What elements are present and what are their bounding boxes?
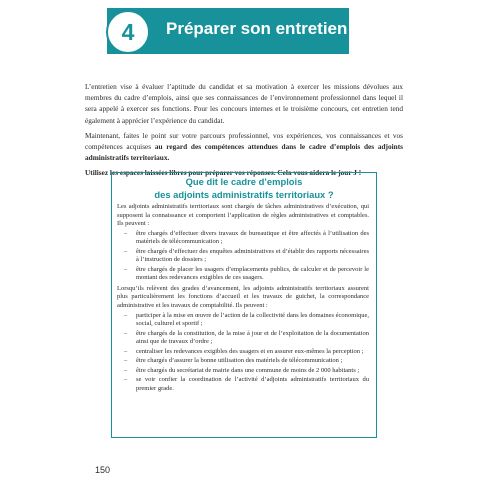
duties-list-2: [117, 312, 369, 394]
dash-bullet-icon: –: [124, 229, 128, 237]
intro-section: [85, 81, 403, 183]
dash-bullet-icon: –: [124, 247, 128, 255]
list-item: – centraliser les redevances exigibles des usagers et en assurer eux-mêmes la perception ;: [124, 347, 364, 355]
list-item: – être chargés d’effectuer des enquêtes administratives et d’établir des rapports nécessaires à l’instruction de dossiers ;: [124, 247, 369, 264]
dash-bullet-icon: –: [124, 311, 128, 319]
info-box-title: [111, 176, 377, 201]
list-item: – être chargés de placer les usagers d’emplacements publics, de calculer et de percevoir le montant des redevances exigibles de ces usagers.: [124, 265, 369, 282]
dash-bullet-icon: –: [124, 357, 128, 365]
list-item: – participer à la mise en œuvre de l’action de la collectivité dans les domaines économique, social, culturel et sportif ;: [124, 311, 370, 328]
dash-bullet-icon: –: [124, 265, 128, 273]
chapter-title: Préparer son entretien: [166, 19, 348, 38]
box-paragraph: Les adjoints administratifs territoriaux sont chargés de tâches administratives d’exécution, qui supposent la connaissance et comportent l’application de règles administratives et comptables. Ils peuvent :: [117, 203, 369, 228]
info-box-body: [117, 203, 369, 395]
list-item: – être chargés du secrétariat de mairie dans une commune de moins de 2 000 habitants ;: [124, 366, 360, 374]
intro-bold-text: au regard des compétences attendues dans le cadre d’emplois des adjoints administratifs territoriaux.: [85, 142, 403, 163]
list-item: – être chargés de la constitution, de la mise à jour et de l’exploitation de la documentation ainsi que de travaux d’ordre ;: [124, 329, 369, 346]
list-item: – se voir confier la coordination de l’activité d’adjoints administratifs territoriaux du premier grade.: [124, 376, 369, 392]
intro-text: Maintenant, faites le point sur votre parcours professionnel, vos expériences, vos connaissances et vos compétences acquises: [85, 130, 403, 152]
list-item: – être chargés d’effectuer divers travaux de bureautique et être affectés à l’utilisation des matériels de télécommunication ;: [124, 229, 369, 246]
page-number: 150: [95, 465, 111, 475]
info-box-title-line: des adjoints administratifs territoriaux ?: [154, 188, 334, 200]
dash-bullet-icon: –: [124, 376, 128, 384]
intro-paragraph: [85, 130, 403, 164]
dash-bullet-icon: –: [124, 329, 128, 337]
info-box-title-line: Que dit le cadre d’emplois: [185, 176, 303, 187]
intro-paragraph: L’entretien vise à évaluer l’aptitude du candidat et sa motivation à exercer les missions dévolues aux membres du cadre d’emplois, ainsi que ses connaissances de l’environnement professionnel dans lequel il sera appelé à exercer ses fonctions. Pour les concours internes et le troisième concours, cet entretien tend également à apprécier l’expérience du candidat.: [85, 82, 403, 125]
dash-bullet-icon: –: [124, 347, 128, 355]
list-item: – être chargés d’assurer la bonne utilisation des matériels de télécommunication ;: [124, 357, 343, 365]
duties-list-1: [117, 230, 369, 283]
intro-instruction: Utilisez les espaces laissées libres pour préparer vos réponses. Cela vous aidera le jour J !: [85, 168, 362, 178]
box-paragraph: Lorsqu’ils relèvent des grades d’avancement, les adjoints administratifs territoriaux assurent plus particulièrement les fonctions d’accueil et les travaux de guichet, la correspondance administrative et les travaux de comptabilité. Ils peuvent :: [117, 284, 369, 310]
dash-bullet-icon: –: [124, 366, 128, 374]
chapter-number-badge: 4: [106, 10, 150, 54]
